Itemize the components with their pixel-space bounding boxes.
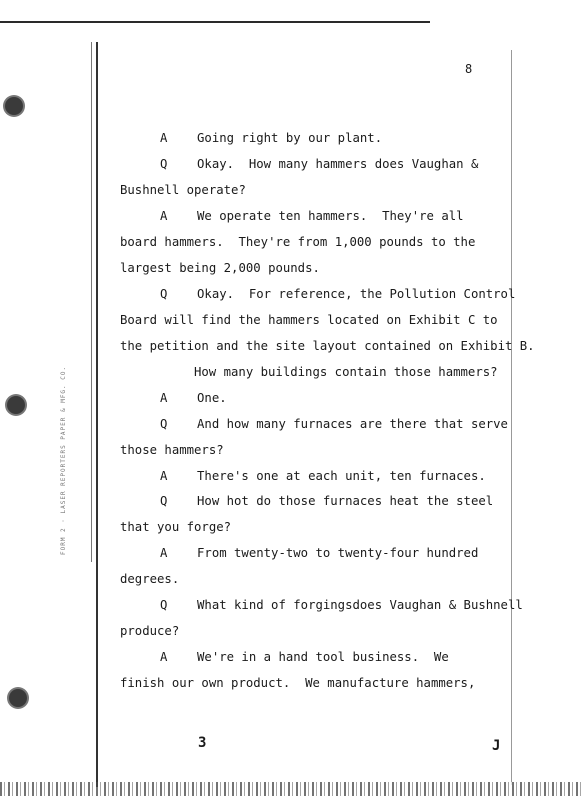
bottom-mark-left: 3 [198,735,207,751]
transcript-line: A Going right by our plant. [160,131,383,145]
transcript-line: the petition and the site layout contained on Exhibit B. [120,339,535,353]
transcript-line: those hammers? [120,443,224,457]
punch-hole-middle [7,396,25,414]
transcript-line: degrees. [120,572,180,586]
transcript-line: finish our own product. We manufacture hammers, [120,676,476,690]
left-margin-rule-inner [91,42,92,562]
transcript-line: board hammers. They're from 1,000 pounds to the [120,235,476,249]
transcript-line: produce? [120,624,180,638]
transcript-line: that you forge? [120,520,232,534]
page-number: 8 [465,62,473,76]
transcript-line: Board will find the hammers located on Exhibit C to [120,313,498,327]
transcript-line: A From twenty-two to twenty-four hundred [160,546,479,560]
transcript-line: A There's one at each unit, ten furnaces. [160,469,486,483]
transcript-line: Q Okay. How many hammers does Vaughan & [160,157,479,171]
punch-hole-top [5,97,23,115]
transcript-line: Q How hot do those furnaces heat the steel [160,494,494,508]
top-rule [0,21,430,23]
transcript-line: largest being 2,000 pounds. [120,261,320,275]
transcript-line: Bushnell operate? [120,183,246,197]
transcript-line: Q And how many furnaces are there that serve [160,417,508,431]
scan-noise-strip [0,782,582,796]
transcript-line: A We operate ten hammers. They're all [160,209,464,223]
left-margin-rule [96,42,98,787]
punch-hole-bottom [9,689,27,707]
right-margin-rule [511,50,512,785]
transcript-line: Q What kind of forgingsdoes Vaughan & Bushnell [160,598,523,612]
transcript-line: A We're in a hand tool business. We [160,650,449,664]
transcript-line: How many buildings contain those hammers? [194,365,498,379]
side-margin-text: FORM 2 · LASER REPORTERS PAPER & MFG. CO. [60,365,67,555]
transcript-line: Q Okay. For reference, the Pollution Control [160,287,516,301]
bottom-mark-right: J [492,738,501,754]
transcript-line: A One. [160,391,227,405]
